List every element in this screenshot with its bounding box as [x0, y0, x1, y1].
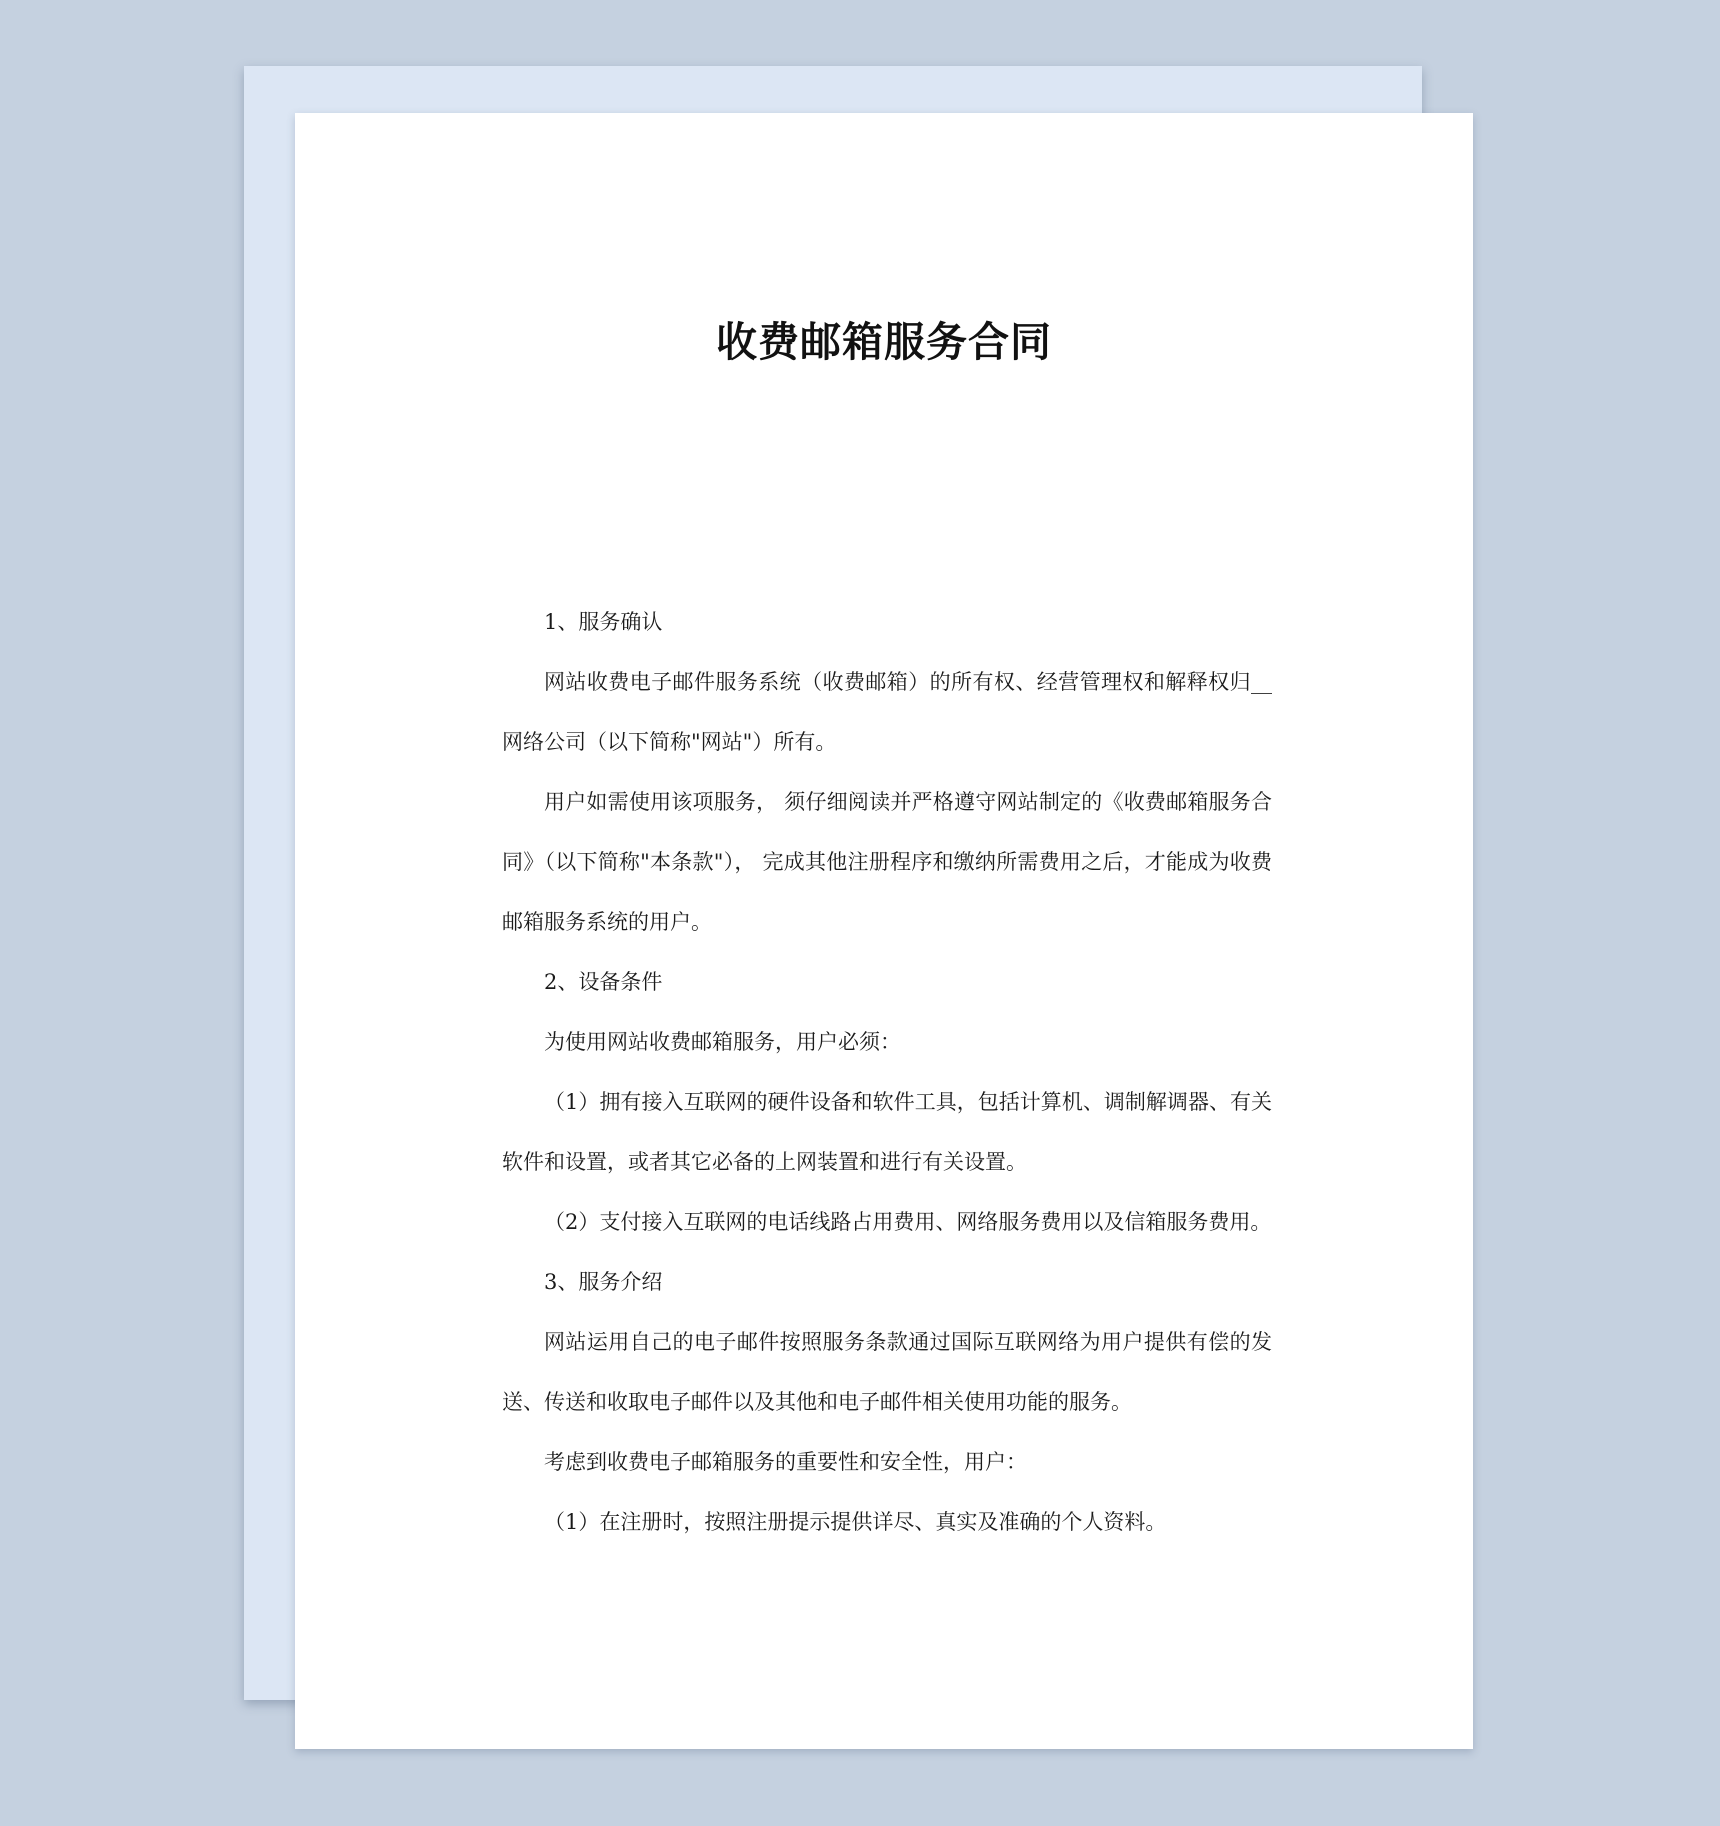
section-heading-service-confirmation: 1、服务确认	[544, 610, 663, 634]
document-page	[295, 113, 1473, 1749]
section-heading-equipment: 2、设备条件	[544, 970, 663, 994]
document-title: 收费邮箱服务合同	[716, 318, 1052, 366]
paragraph-service-description: 网站运用自己的电子邮件按照服务条款通过国际互联网络为用户提供有偿的发送、传送和收取电子邮件以及其他和电子邮件相关使用功能的服务。	[502, 1330, 1272, 1414]
list-item-registration: （1）在注册时，按照注册提示提供详尽、真实及准确的个人资料。	[544, 1510, 1167, 1534]
paragraph-user-agreement: 用户如需使用该项服务， 须仔细阅读并严格遵守网站制定的《收费邮箱服务合同》（以下简称"本条款"）， 完成其他注册程序和缴纳所需费用之后，才能成为收费邮箱服务系统的用户。	[502, 790, 1272, 934]
paragraph-user-requirements: 为使用网站收费邮箱服务，用户必须：	[544, 1030, 901, 1054]
list-item-hardware: （1）拥有接入互联网的硬件设备和软件工具，包括计算机、调制解调器、有关软件和设置，或者其它必备的上网装置和进行有关设置。	[502, 1090, 1272, 1174]
paragraph-ownership: 网站收费电子邮件服务系统（收费邮箱）的所有权、经营管理权和解释权归__网络公司（以下简称"网站"）所有。	[502, 670, 1272, 754]
list-item-fees: （2）支付接入互联网的电话线路占用费用、网络服务费用以及信箱服务费用。	[544, 1210, 1272, 1234]
document-body	[502, 592, 1272, 1552]
section-heading-service-intro: 3、服务介绍	[544, 1270, 663, 1294]
paragraph-security: 考虑到收费电子邮箱服务的重要性和安全性，用户：	[544, 1450, 1027, 1474]
